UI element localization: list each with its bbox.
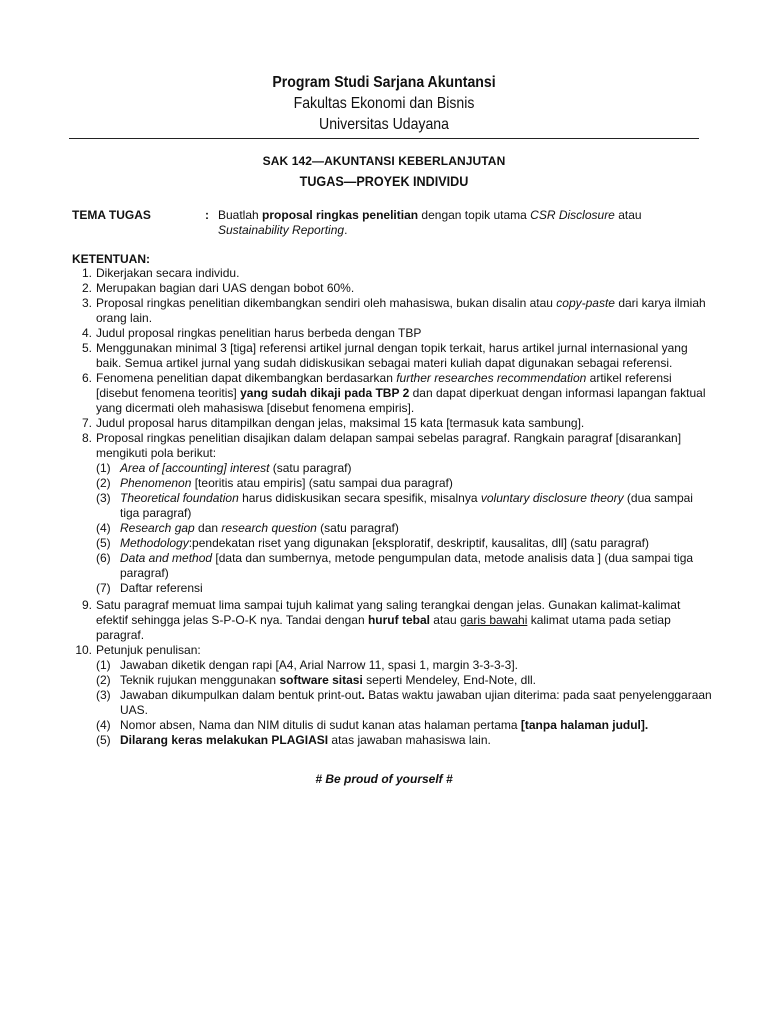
list-item (72, 643, 712, 658)
tema-text: Buatlah (218, 208, 263, 222)
sub-list-item (72, 733, 712, 748)
sub-item-number: (6) (96, 551, 111, 565)
item-text: Fenomena penelitian dapat dikembangkan berdasarkan (96, 371, 397, 385)
item-text: kalimat utama pada setiap paragraf. (96, 613, 671, 642)
list-item (72, 266, 712, 281)
sub-item-text: [teoritis atau empiris] (satu sampai dua paragraf) (191, 476, 453, 490)
item-number: 8. (81, 431, 92, 445)
item-text-italic: further researches recommendation (396, 371, 587, 385)
ketentuan-list (72, 266, 712, 748)
item-number: 1. (81, 266, 92, 280)
item-text: Proposal ringkas penelitian disajikan dalam delapan sampai sebelas paragraf. Rangkain paragraf [disarankan] mengikuti pola berikut: (96, 431, 682, 460)
sub-item-number: (1) (96, 461, 111, 475)
sub-list-item (72, 491, 712, 521)
item-text: atau (429, 613, 460, 627)
sub-item-text: Batas waktu jawaban ujian diterima: pada saat penyelenggaraan UAS. (120, 688, 712, 717)
item-text: Satu paragraf memuat lima sampai tujuh kalimat yang saling terangkai dengan jelas. Gunakan kalimat-kalimat efektif sehingga jelas S-P-O-K nya. Tandai dengan (96, 598, 681, 627)
item-number: 5. (81, 341, 92, 355)
university-name: Universitas Udayana (319, 116, 449, 133)
item-number: 2. (81, 281, 92, 295)
sub-item-text-italic: Theoretical foundation (120, 491, 239, 505)
sub-item-number: (5) (96, 733, 111, 747)
sub-list-item (72, 718, 712, 733)
sub-item-text: atas jawaban mahasiswa lain. (328, 733, 491, 747)
sub-item-number: (7) (96, 581, 111, 595)
item-text: Petunjuk penulisan: (96, 643, 201, 657)
sub-item-text: Jawaban diketik dengan rapi [A4, Arial Narrow 11, spasi 1, margin 3-3-3-3]. (120, 658, 518, 672)
item-number: 9. (81, 598, 92, 612)
item-text: Dikerjakan secara individu. (96, 266, 240, 280)
course-title: SAK 142—AKUNTANSI KEBERLANJUTAN (262, 154, 506, 168)
item-text: Merupakan bagian dari UAS dengan bobot 60%. (96, 281, 355, 295)
sub-item-text: (satu paragraf) (316, 521, 399, 535)
sub-item-number: (2) (96, 476, 111, 490)
item-number: 3. (81, 296, 92, 310)
tema-text: . (344, 223, 348, 237)
sub-item-text: Teknik rujukan menggunakan (120, 673, 280, 687)
sub-list-item (72, 673, 712, 688)
sub-item-text: [data dan sumbernya, metode pengumpulan data, metode analisis data ] (dua sampai tiga paragraf) (120, 551, 694, 580)
item-text: Proposal ringkas penelitian dikembangkan sendiri oleh mahasiswa, bukan disalin atau (96, 296, 557, 310)
list-item (72, 598, 712, 643)
sub-item-text-bold: . (361, 688, 365, 702)
list-item (72, 371, 712, 416)
sub-item-number: (5) (96, 536, 111, 550)
list-item (72, 296, 712, 326)
item-text: dari karya ilmiah orang lain. (96, 296, 706, 325)
sub-item-number: (3) (96, 688, 111, 702)
item-text-bold: huruf tebal (367, 613, 430, 627)
sub-item-text: Jawaban dikumpulkan dalam bentuk print-out (120, 688, 362, 702)
sub-list-item (72, 476, 712, 491)
sub-list-item (72, 521, 712, 536)
sub-item-number: (3) (96, 491, 111, 505)
sub-item-text-italic: voluntary disclosure theory (480, 491, 624, 505)
sub-item-text: Daftar referensi (120, 581, 203, 595)
list-item (72, 431, 712, 461)
sub-item-text: harus didiskusikan secara spesifik, misalnya (238, 491, 481, 505)
tema-text-bold: proposal ringkas penelitian (262, 208, 419, 222)
item-text: artikel referensi [disebut fenomena teoritis] (96, 371, 672, 400)
tema-colon: : (205, 208, 209, 222)
item-text-italic: copy-paste (556, 296, 615, 310)
tema-text: dengan topik utama (418, 208, 531, 222)
sub-item-text-italic: Methodology (120, 536, 189, 550)
sub-item-text-bold: [tanpa halaman judul]. (520, 718, 649, 732)
sub-item-text-italic: Research gap (120, 521, 195, 535)
sub-item-text: seperti Mendeley, End-Note, dll. (362, 673, 537, 687)
list-item (72, 326, 712, 341)
item-text: Judul proposal ringkas penelitian harus berbeda dengan TBP (96, 326, 422, 340)
sub-item-number: (4) (96, 521, 111, 535)
list-item (72, 416, 712, 431)
sub-item-text-bold: Dilarang keras melakukan PLAGIASI (120, 733, 329, 747)
sub-item-text: dan (194, 521, 222, 535)
motto: # Be proud of yourself # (315, 772, 453, 786)
sub-list-item (72, 536, 712, 551)
item-text-bold: yang sudah dikaji pada TBP 2 (240, 386, 410, 400)
item-number: 10. (75, 643, 92, 657)
tema-label: TEMA TUGAS (72, 208, 151, 222)
sub-item-text: :pendekatan riset yang digunakan [eksploratif, deskriptif, kausalitas, dll] (satu paragraf) (188, 536, 649, 550)
header-divider (69, 138, 699, 139)
sub-item-text-italic: Area of [accounting] interest (120, 461, 270, 475)
tema-text: atau (614, 208, 642, 222)
item-number: 6. (81, 371, 92, 385)
list-item (72, 281, 712, 296)
sub-item-text-italic: research question (221, 521, 317, 535)
sub-item-number: (2) (96, 673, 111, 687)
list-item (72, 341, 712, 371)
item-text: dan dapat diperkuat dengan informasi lapangan faktual yang dicermati oleh mahasiswa [disebut fenomena empiris]. (96, 386, 706, 415)
tema-text-italic: CSR Disclosure (530, 208, 615, 222)
ketentuan-heading: KETENTUAN: (72, 252, 150, 266)
sub-item-text-italic: Data and method (120, 551, 213, 565)
sub-list-item (72, 658, 712, 673)
item-text: Judul proposal harus ditampilkan dengan jelas, maksimal 15 kata [termasuk kata sambung]. (96, 416, 585, 430)
tema-text-italic: Sustainability Reporting (218, 223, 345, 237)
item-text-underlined: garis bawahi (459, 613, 528, 627)
sub-item-text-italic: Phenomenon (120, 476, 192, 490)
program-title: Program Studi Sarjana Akuntansi (272, 74, 496, 91)
sub-item-text: (satu paragraf) (269, 461, 352, 475)
sub-list-item (72, 461, 712, 476)
tema-description (218, 208, 688, 238)
sub-item-text: Nomor absen, Nama dan NIM ditulis di sudut kanan atas halaman pertama (120, 718, 521, 732)
item-number: 7. (81, 416, 92, 430)
sub-list-item (72, 688, 712, 718)
item-text: Menggunakan minimal 3 [tiga] referensi artikel jurnal dengan topik terkait, harus artikel jurnal internasional yang baik. Semua artikel jurnal yang sudah didiskusikan sebagai materi kuliah dapat digunakan sebagai referensi. (96, 341, 688, 370)
item-number: 4. (81, 326, 92, 340)
sub-list-item (72, 581, 712, 596)
sub-list-item (72, 551, 712, 581)
assignment-title: TUGAS—PROYEK INDIVIDU (299, 173, 469, 189)
sub-item-text-bold: software sitasi (279, 673, 363, 687)
sub-item-text: (dua sampai tiga paragraf) (120, 491, 693, 520)
sub-item-number: (4) (96, 718, 111, 732)
faculty-name: Fakultas Ekonomi dan Bisnis (293, 95, 475, 112)
sub-item-number: (1) (96, 658, 111, 672)
